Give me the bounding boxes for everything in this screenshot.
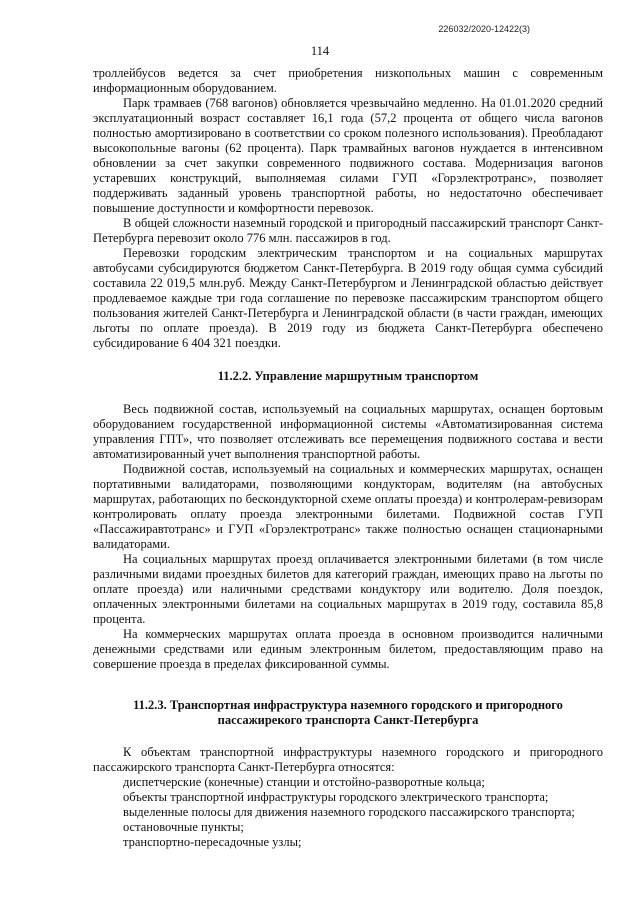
paragraph: Подвижной состав, используемый на социальных и коммерческих маршрутах, оснащен портативными валидаторами, позволяющими кондукторам, водителям (на автобусных маршрутах, работающих по бескондукторной схеме оплаты проезда) и контролерам-ревизорам контролировать оплату проезда электронными билетами. Подвижной состав ГУП «Пассажиравтотранс» и ГУП «Горэлектротранс» также полностью оснащен стационарными валидаторами. <box>93 462 603 551</box>
section-heading-line: пассажирекого транспорта Санкт-Петербурга <box>217 713 479 727</box>
paragraph: Весь подвижной состав, используемый на социальных маршрутах, оснащен бортовым оборудованием государственной информационной системы «Автоматизированная система управления ГПТ», что позволяет отслеживать все перемещения подвижного состава и вести автоматизированный учет выполнения транспортной работы. <box>93 402 603 461</box>
paragraph: В общей сложности наземный городской и пригородный пассажирский транспорт Санкт-Петербурга перевозит около 776 млн. пассажиров в год. <box>93 216 603 245</box>
paragraph: троллейбусов ведется за счет приобретения низкопольных машин с современным информационным оборудованием. <box>93 66 603 95</box>
page-number: 114 <box>310 44 330 58</box>
paragraph: На коммерческих маршрутах оплата проезда в основном производится наличными денежными средствами или единым электронным билетом, предоставляющим право на совершение проезда в пределах фиксированной суммы. <box>93 627 603 671</box>
section-heading: 11.2.2. Управление маршрутным транспортом <box>217 369 479 383</box>
page-body <box>93 66 603 850</box>
list-item: остановочные пункты; <box>123 820 244 834</box>
paragraph: На социальных маршрутах проезд оплачивается электронными билетами (в том числе различными видами проездных билетов для категорий граждан, имеющих право на льготы по оплате проезда) или наличными средствами кондуктору или водителю. Доля поездок, оплаченных электронными билетами на социальных маршрутах в 2019 году, составила 85,8 процента. <box>93 552 603 626</box>
paragraph: К объектам транспортной инфраструктуры наземного городского и пригородного пассажирского транспорта Санкт-Петербурга относятся: <box>93 745 603 774</box>
paragraph: Перевозки городским электрическим транспортом и на социальных маршрутах автобусами субсидируются бюджетом Санкт-Петербурга. В 2019 году общая сумма субсидий составила 22 019,5 млн.руб. Между Санкт-Петербургом и Ленинградской областью действует продлеваемое каждые три года соглашение по перевозке пассажирским транспортом общего пользования жителей Санкт-Петербурга и Ленинградской области (в части граждан, имеющих льготы по оплате проезда). В 2019 году из бюджета Санкт-Петербурга обеспечено субсидирование 6 404 321 поездки. <box>93 246 603 350</box>
list-item: диспетчерские (конечные) станции и отстойно-разворотные кольца; <box>123 775 485 789</box>
list-item: транспортно-пересадочные узлы; <box>123 835 302 849</box>
list-item: выделенные полосы для движения наземного городского пассажирского транспорта; <box>123 805 575 819</box>
section-heading <box>93 698 603 728</box>
document-id: 226032/2020-12422(3) <box>438 24 530 34</box>
section-heading-line: 11.2.3. Транспортная инфраструктура наземного городского и пригородного <box>133 698 563 712</box>
paragraph: Парк трамваев (768 вагонов) обновляется чрезвычайно медленно. На 01.01.2020 средний эксплуатационный возраст составляет 16,1 года (57,2 процента от общего числа вагонов полностью амортизировано в соответствии со сроком полезного использования). Преобладают высокопольные вагоны (62 процента). Парк трамвайных вагонов нуждается в интенсивном обновлении за счет закупки современного подвижного состава. Модернизация вагонов устаревших конструкций, выполняемая силами ГУП «Горэлектротранс», позволяет поддерживать заданный уровень транспортной работы, но недостаточно обеспечивает повышение доступности и комфортности перевозок. <box>93 96 603 215</box>
list-item: объекты транспортной инфраструктуры городского электрического транспорта; <box>123 790 549 804</box>
